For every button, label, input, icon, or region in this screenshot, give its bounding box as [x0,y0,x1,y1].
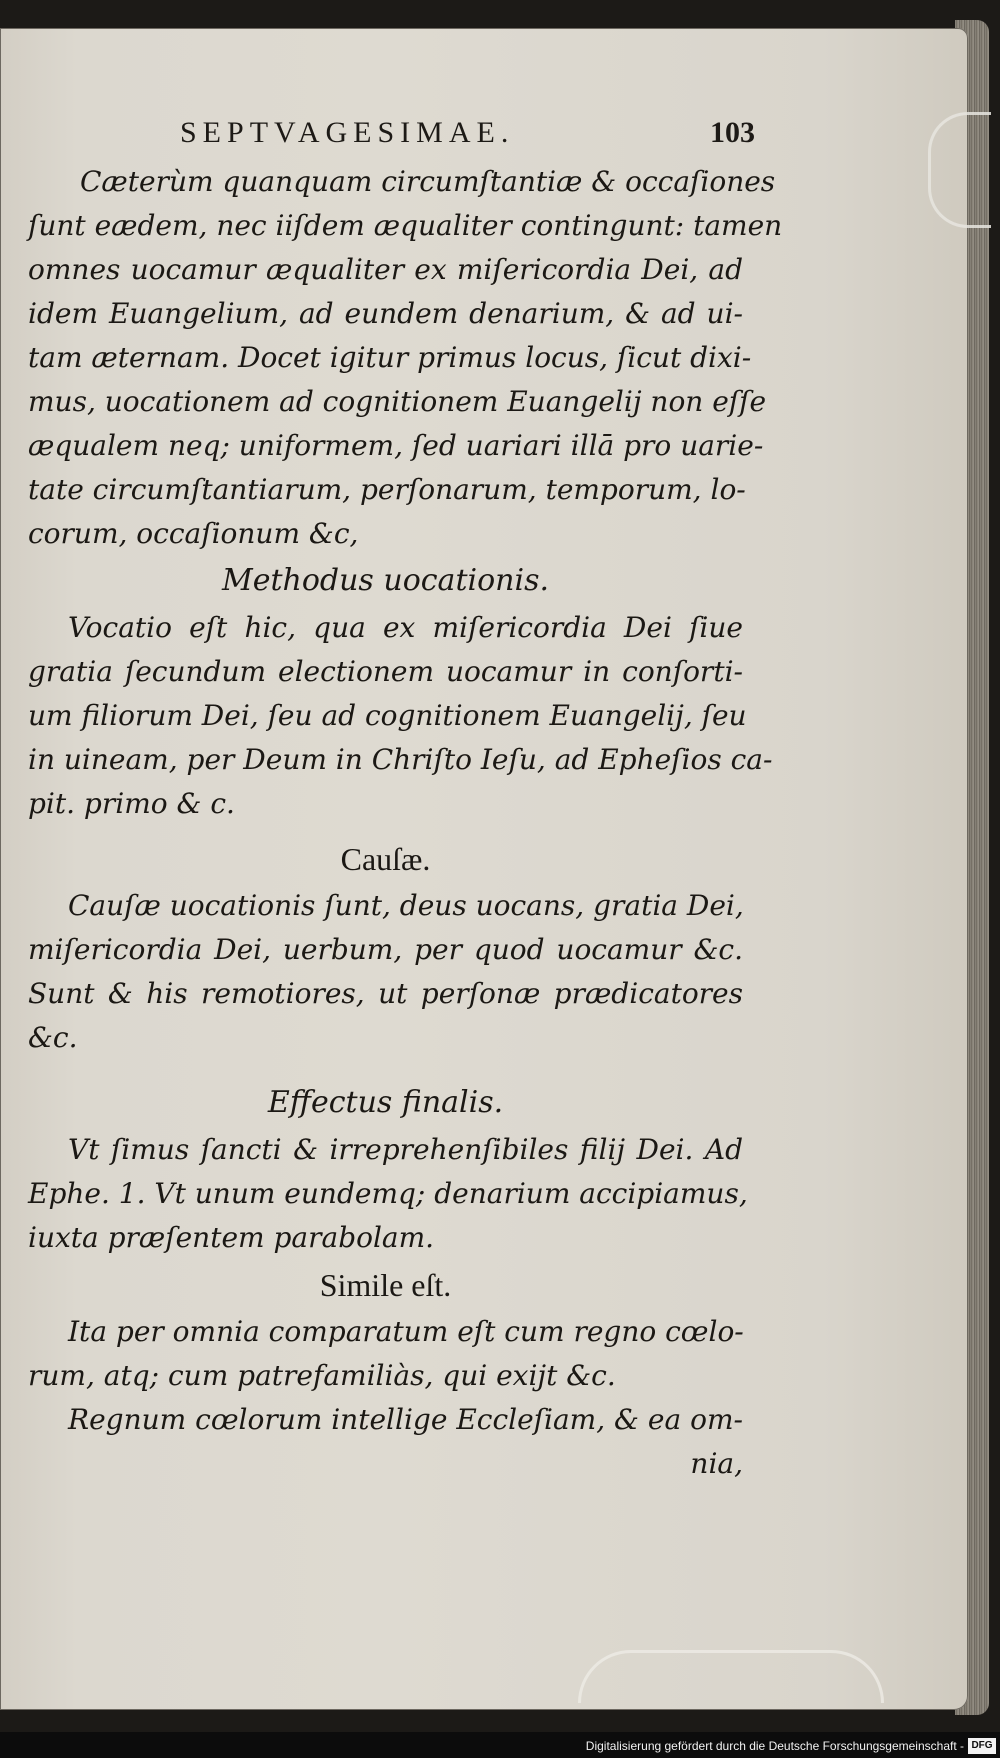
section-heading: Effectus finalis. [267,1085,504,1120]
text-line: Sunt & his remotiores, ut perſonæ prædicatores [28,977,743,1010]
text-line: iuxta præſentem parabolam. [28,1221,435,1254]
clip-top [928,112,991,228]
running-head: SEPTVAGESIMAE. [180,116,515,149]
text-line: Vt ſimus ſancti & irreprehenſibiles filij Dei. Ad [68,1133,743,1166]
text-line: corum, occaſionum &c, [28,517,359,550]
section-heading: Simile eſt. [319,1267,452,1303]
catchword: nia, [690,1447,743,1480]
text-line: &c. [28,1021,78,1054]
funding-credit: Digitalisierung gefördert durch die Deutsche Forschungsgemeinschaft - [585,1739,964,1753]
text-line: omnes uocamur æqualiter ex miſericordia Dei, ad [28,253,743,286]
page-header [180,116,755,150]
text-line: mus, uocationem ad cognitionem Euangelij non eſſe [28,385,767,418]
text-line: miſericordia Dei, uerbum, per quod uocamur &c. [28,933,743,966]
text-line: tate circumſtantiarum, perſonarum, temporum, lo- [28,473,746,506]
text-line: ſunt eædem, nec iiſdem æqualiter contingunt: tamen [28,209,783,242]
clip-bottom [578,1650,884,1703]
text-line: æqualem neq; uniformem, ſed uariari illā pro uarie- [28,429,764,462]
text-line: in uineam, per Deum in Chriſto Ieſu, ad Epheſios ca- [28,743,773,776]
dfg-logo: DFG [968,1738,996,1754]
section-heading: Cauſæ. [340,841,431,877]
text-line: um filiorum Dei, ſeu ad cognitionem Euangelij, ſeu [28,699,747,732]
folio-number: 103 [710,116,755,149]
text-line: Cæterùm quanquam circumſtantiæ & occaſiones [80,165,776,198]
text-line: idem Euangelium, ad eundem denarium, & ad ui- [28,297,743,330]
text-line: Regnum cœlorum intellige Eccleſiam, & ea om- [68,1403,743,1436]
section-heading: Methodus uocationis. [222,563,549,598]
text-line: rum, atq; cum patrefamiliàs, qui exijt &c. [28,1359,616,1392]
text-line: Ephe. 1. Vt unum eundemq; denarium accipiamus, [28,1177,748,1210]
text-line: gratia ſecundum electionem uocamur in conſorti- [28,655,743,688]
text-line: tam æternam. Docet igitur primus locus, ſicut dixi- [28,341,752,374]
text-line: Cauſæ uocationis ſunt, deus uocans, gratia Dei, [68,889,744,922]
text-line: pit. primo & c. [28,787,235,820]
text-line: Ita per omnia comparatum eſt cum regno cœlo- [68,1315,744,1348]
text-block [28,160,783,1486]
footer-bar [0,1732,1000,1758]
text-line: Vocatio eſt hic, qua ex miſericordia Dei ſiue [68,611,743,644]
